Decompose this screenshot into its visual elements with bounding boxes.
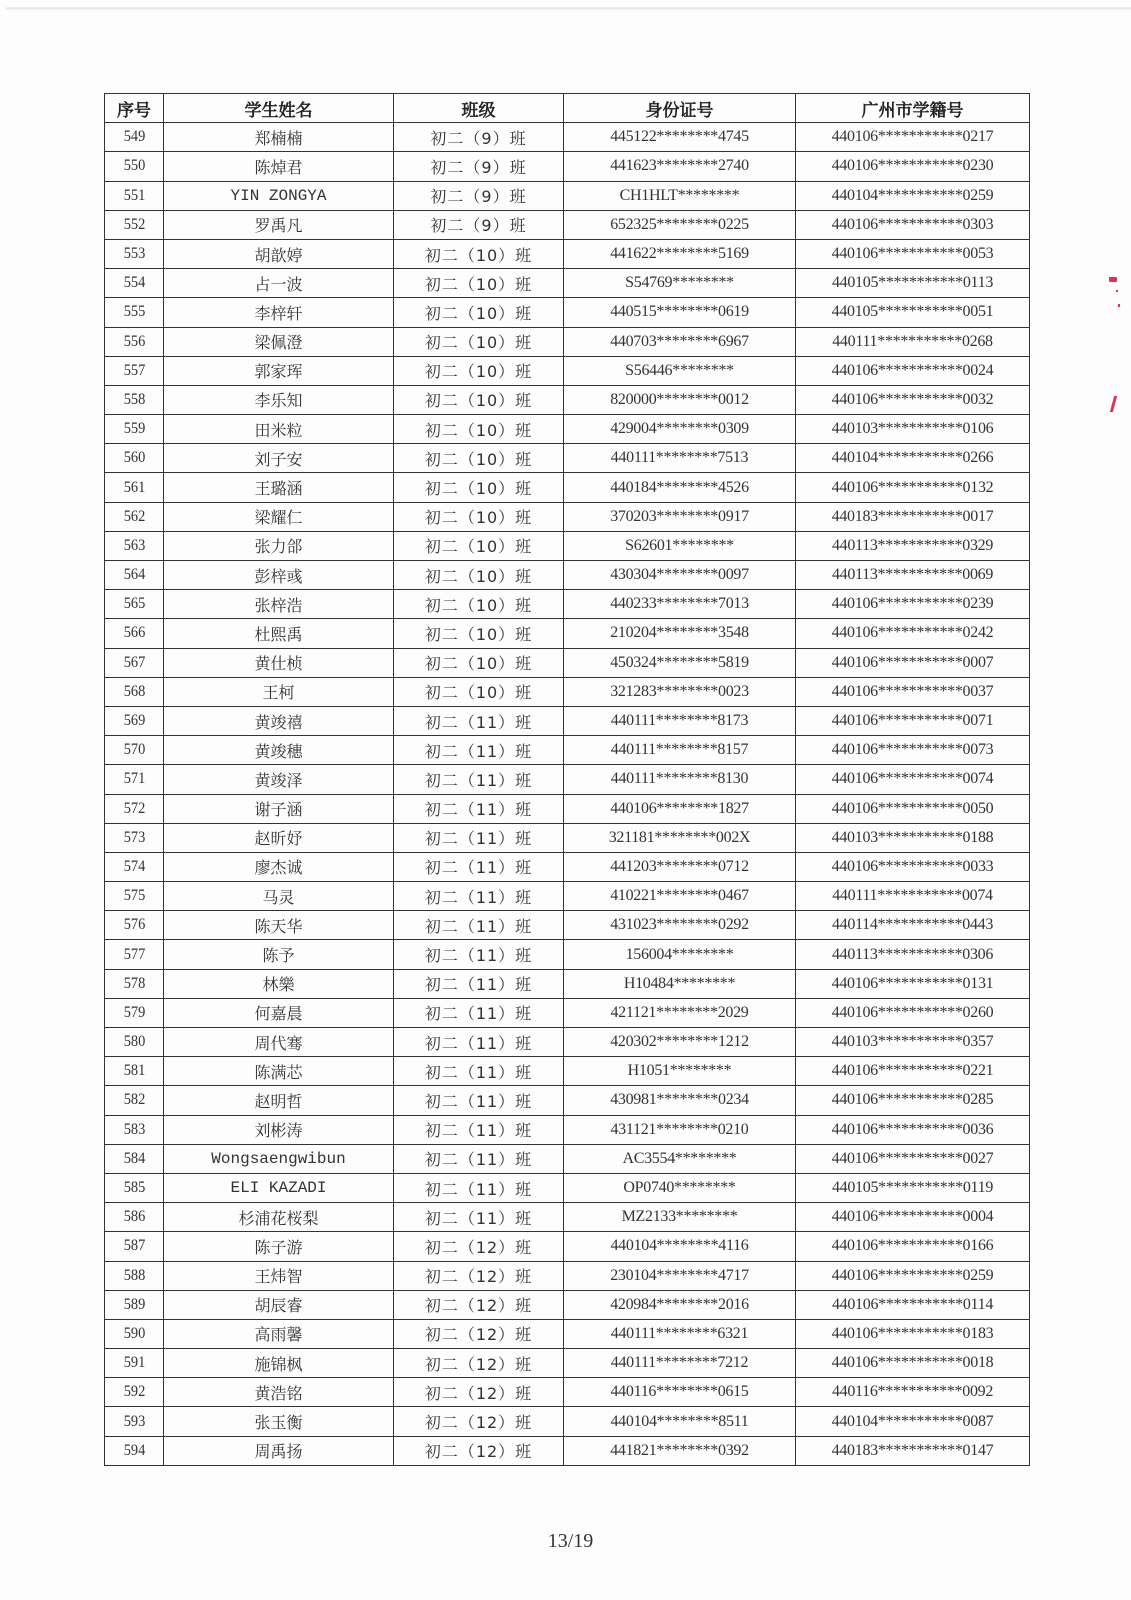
class-cell: 初二（10）班 [394,531,564,560]
serial-number-cell: 567 [107,648,160,677]
id-number-cell: 652325********0225 [564,210,796,239]
table-row [105,736,1030,765]
registration-number-cell: 440104***********0259 [796,181,1030,210]
registration-number-cell: 440106***********0230 [796,152,1030,181]
id-number-cell: 440233********7013 [564,590,796,619]
class-cell: 初二（10）班 [394,590,564,619]
serial-number-cell: 594 [107,1436,160,1465]
serial-number-cell: 574 [107,852,160,881]
registration-number-cell: 440183***********0147 [796,1436,1030,1465]
class-cell: 初二（11）班 [394,911,564,940]
class-cell: 初二（10）班 [394,385,564,414]
student-name-cell: 谢子涵 [164,794,394,823]
student-name-cell: 廖杰诚 [164,852,394,881]
header-serial-number: 序号 [105,94,164,123]
id-number-cell: H10484******** [564,969,796,998]
table-row [105,1086,1030,1115]
serial-number-cell: 587 [107,1232,160,1261]
table-row [105,1436,1030,1465]
student-name-cell: 张梓浩 [164,590,394,619]
student-name-cell: 占一波 [164,269,394,298]
id-number-cell: 441821********0392 [564,1436,796,1465]
class-cell: 初二（10）班 [394,298,564,327]
student-name-cell: 杉浦花桜梨 [164,1203,394,1232]
serial-number-cell: 576 [107,911,160,940]
id-number-cell: 421121********2029 [564,998,796,1027]
student-name-cell: 王柯 [164,677,394,706]
table-row [105,531,1030,560]
student-name-cell: 黄竣泽 [164,765,394,794]
class-cell: 初二（9）班 [394,210,564,239]
registration-number-cell: 440106***********0071 [796,706,1030,735]
registration-number-cell: 440106***********0132 [796,473,1030,502]
registration-number-cell: 440106***********0037 [796,677,1030,706]
serial-number-cell: 583 [107,1115,160,1144]
table-row [105,940,1030,969]
class-cell: 初二（11）班 [394,882,564,911]
table-row [105,823,1030,852]
class-cell: 初二（12）班 [394,1319,564,1348]
student-roster-table [104,93,1030,1466]
serial-number-cell: 558 [107,385,160,414]
id-number-cell: 431121********0210 [564,1115,796,1144]
serial-number-cell: 553 [107,239,160,268]
id-number-cell: 156004******** [564,940,796,969]
serial-number-cell: 591 [107,1349,160,1378]
table-row [105,473,1030,502]
class-cell: 初二（11）班 [394,1115,564,1144]
serial-number-cell: 573 [107,823,160,852]
student-name-cell: 郑楠楠 [164,123,394,152]
student-name-cell: 何嘉晨 [164,998,394,1027]
registration-number-cell: 440105***********0119 [796,1173,1030,1202]
table-row [105,1349,1030,1378]
student-name-cell: 张力郃 [164,531,394,560]
id-number-cell: S62601******** [564,531,796,560]
student-name-cell: 周禹扬 [164,1436,394,1465]
id-number-cell: 441622********5169 [564,239,796,268]
id-number-cell: S54769******** [564,269,796,298]
table-row [105,1319,1030,1348]
table-row [105,561,1030,590]
id-number-cell: 431023********0292 [564,911,796,940]
serial-number-cell: 586 [107,1203,160,1232]
serial-number-cell: 575 [107,882,160,911]
serial-number-cell: 565 [107,590,160,619]
class-cell: 初二（11）班 [394,765,564,794]
student-name-cell: 刘子安 [164,444,394,473]
registration-number-cell: 440106***********0131 [796,969,1030,998]
id-number-cell: 440703********6967 [564,327,796,356]
stamp-edge-mark [1116,290,1118,292]
serial-number-cell: 559 [107,415,160,444]
serial-number-cell: 552 [107,210,160,239]
table-row [105,327,1030,356]
student-name-cell: 罗禹凡 [164,210,394,239]
registration-number-cell: 440106***********0242 [796,619,1030,648]
student-name-cell: 田米粒 [164,415,394,444]
id-number-cell: 440111********7212 [564,1349,796,1378]
registration-number-cell: 440106***********0036 [796,1115,1030,1144]
serial-number-cell: 561 [107,473,160,502]
id-number-cell: 210204********3548 [564,619,796,648]
student-name-cell: 陈满芯 [164,1057,394,1086]
student-name-cell: YIN ZONGYA [164,181,394,210]
class-cell: 初二（11）班 [394,1057,564,1086]
registration-number-cell: 440106***********0259 [796,1261,1030,1290]
registration-number-cell: 440106***********0183 [796,1319,1030,1348]
student-name-cell: 陈焯君 [164,152,394,181]
student-name-cell: 陈予 [164,940,394,969]
student-name-cell: 黄浩铭 [164,1378,394,1407]
serial-number-cell: 555 [107,298,160,327]
id-number-cell: 440111********8157 [564,736,796,765]
id-number-cell: OP0740******** [564,1173,796,1202]
student-name-cell: 胡歆婷 [164,239,394,268]
serial-number-cell: 551 [107,181,160,210]
serial-number-cell: 564 [107,561,160,590]
class-cell: 初二（11）班 [394,969,564,998]
student-name-cell: 陈天华 [164,911,394,940]
serial-number-cell: 581 [107,1057,160,1086]
registration-number-cell: 440111***********0268 [796,327,1030,356]
id-number-cell: 410221********0467 [564,882,796,911]
serial-number-cell: 571 [107,765,160,794]
table-row [105,1057,1030,1086]
registration-number-cell: 440106***********0032 [796,385,1030,414]
id-number-cell: CH1HLT******** [564,181,796,210]
id-number-cell: 440515********0619 [564,298,796,327]
student-name-cell: 张玉衡 [164,1407,394,1436]
table-row [105,239,1030,268]
table-row [105,356,1030,385]
serial-number-cell: 566 [107,619,160,648]
student-name-cell: 李梓轩 [164,298,394,327]
table-row [105,298,1030,327]
header-class: 班级 [394,94,564,123]
registration-number-cell: 440103***********0106 [796,415,1030,444]
table-row [105,444,1030,473]
serial-number-cell: 584 [107,1144,160,1173]
serial-number-cell: 563 [107,531,160,560]
id-number-cell: 440184********4526 [564,473,796,502]
id-number-cell: 440111********8173 [564,706,796,735]
class-cell: 初二（12）班 [394,1378,564,1407]
class-cell: 初二（11）班 [394,1203,564,1232]
table-row [105,123,1030,152]
id-number-cell: AC3554******** [564,1144,796,1173]
class-cell: 初二（11）班 [394,852,564,881]
id-number-cell: 440111********6321 [564,1319,796,1348]
table-row [105,210,1030,239]
student-name-cell: 施锦枫 [164,1349,394,1378]
registration-number-cell: 440183***********0017 [796,502,1030,531]
serial-number-cell: 568 [107,677,160,706]
serial-number-cell: 550 [107,152,160,181]
class-cell: 初二（10）班 [394,502,564,531]
registration-number-cell: 440114***********0443 [796,911,1030,940]
class-cell: 初二（9）班 [394,181,564,210]
class-cell: 初二（10）班 [394,269,564,298]
id-number-cell: 440104********8511 [564,1407,796,1436]
table-row [105,852,1030,881]
table-row [105,1232,1030,1261]
registration-number-cell: 440113***********0306 [796,940,1030,969]
id-number-cell: S56446******** [564,356,796,385]
class-cell: 初二（12）班 [394,1232,564,1261]
table-row [105,1290,1030,1319]
serial-number-cell: 590 [107,1319,160,1348]
class-cell: 初二（12）班 [394,1261,564,1290]
table-body [105,123,1030,1466]
table-row [105,415,1030,444]
table-row [105,794,1030,823]
registration-number-cell: 440104***********0266 [796,444,1030,473]
serial-number-cell: 570 [107,736,160,765]
id-number-cell: 430981********0234 [564,1086,796,1115]
class-cell: 初二（10）班 [394,239,564,268]
table-row [105,1173,1030,1202]
serial-number-cell: 589 [107,1290,160,1319]
class-cell: 初二（10）班 [394,619,564,648]
student-name-cell: 李乐知 [164,385,394,414]
table-row [105,1028,1030,1057]
registration-number-cell: 440113***********0329 [796,531,1030,560]
student-name-cell: 刘彬涛 [164,1115,394,1144]
table-row [105,619,1030,648]
serial-number-cell: 592 [107,1378,160,1407]
student-name-cell: 胡辰睿 [164,1290,394,1319]
id-number-cell: 440116********0615 [564,1378,796,1407]
class-cell: 初二（11）班 [394,736,564,765]
table-row [105,677,1030,706]
serial-number-cell: 578 [107,969,160,998]
id-number-cell: 445122********4745 [564,123,796,152]
registration-number-cell: 440106***********0221 [796,1057,1030,1086]
registration-number-cell: 440106***********0033 [796,852,1030,881]
registration-number-cell: 440103***********0357 [796,1028,1030,1057]
registration-number-cell: 440111***********0074 [796,882,1030,911]
header-registration-number: 广州市学籍号 [796,94,1030,123]
class-cell: 初二（11）班 [394,794,564,823]
serial-number-cell: 577 [107,940,160,969]
registration-number-cell: 440106***********0114 [796,1290,1030,1319]
student-name-cell: 杜熙禹 [164,619,394,648]
scan-edge-line [6,7,1131,10]
class-cell: 初二（10）班 [394,561,564,590]
serial-number-cell: 569 [107,706,160,735]
registration-number-cell: 440106***********0166 [796,1232,1030,1261]
student-name-cell: 赵明哲 [164,1086,394,1115]
id-number-cell: 440111********8130 [564,765,796,794]
table-row [105,1115,1030,1144]
class-cell: 初二（9）班 [394,123,564,152]
class-cell: 初二（10）班 [394,648,564,677]
registration-number-cell: 440103***********0188 [796,823,1030,852]
page-number: 13/19 [547,1530,594,1552]
serial-number-cell: 556 [107,327,160,356]
student-name-cell: 林樂 [164,969,394,998]
registration-number-cell: 440106***********0239 [796,590,1030,619]
serial-number-cell: 580 [107,1028,160,1057]
table-row [105,998,1030,1027]
serial-number-cell: 579 [107,998,160,1027]
serial-number-cell: 554 [107,269,160,298]
registration-number-cell: 440104***********0087 [796,1407,1030,1436]
class-cell: 初二（12）班 [394,1436,564,1465]
id-number-cell: 370203********0917 [564,502,796,531]
table-row [105,911,1030,940]
class-cell: 初二（11）班 [394,1144,564,1173]
table-row [105,648,1030,677]
serial-number-cell: 560 [107,444,160,473]
student-name-cell: 王炜智 [164,1261,394,1290]
table-row [105,1144,1030,1173]
table-row [105,590,1030,619]
table-row [105,152,1030,181]
id-number-cell: 440111********7513 [564,444,796,473]
table-row [105,765,1030,794]
id-number-cell: 430304********0097 [564,561,796,590]
class-cell: 初二（11）班 [394,1173,564,1202]
student-name-cell: 高雨馨 [164,1319,394,1348]
id-number-cell: 321181********002X [564,823,796,852]
serial-number-cell: 588 [107,1261,160,1290]
id-number-cell: 230104********4717 [564,1261,796,1290]
table-row [105,1203,1030,1232]
student-name-cell: 黄仕桢 [164,648,394,677]
registration-number-cell: 440106***********0007 [796,648,1030,677]
registration-number-cell: 440106***********0053 [796,239,1030,268]
student-name-cell: 梁耀仁 [164,502,394,531]
student-name-cell: 彭梓彧 [164,561,394,590]
registration-number-cell: 440106***********0260 [796,998,1030,1027]
id-number-cell: 441203********0712 [564,852,796,881]
id-number-cell: MZ2133******** [564,1203,796,1232]
registration-number-cell: 440106***********0024 [796,356,1030,385]
id-number-cell: H1051******** [564,1057,796,1086]
header-student-name: 学生姓名 [164,94,394,123]
id-number-cell: 441623********2740 [564,152,796,181]
student-name-cell: 郭家珲 [164,356,394,385]
student-name-cell: ELI KAZADI [164,1173,394,1202]
registration-number-cell: 440106***********0073 [796,736,1030,765]
class-cell: 初二（11）班 [394,940,564,969]
class-cell: 初二（12）班 [394,1349,564,1378]
class-cell: 初二（12）班 [394,1407,564,1436]
id-number-cell: 820000********0012 [564,385,796,414]
table-row [105,706,1030,735]
student-name-cell: 赵昕妤 [164,823,394,852]
id-number-cell: 440106********1827 [564,794,796,823]
table-row [105,1407,1030,1436]
header-id-number: 身份证号 [564,94,796,123]
class-cell: 初二（10）班 [394,327,564,356]
student-name-cell: 陈子游 [164,1232,394,1261]
student-name-cell: 黄竣禧 [164,706,394,735]
table-header-row [105,94,1030,123]
class-cell: 初二（10）班 [394,444,564,473]
class-cell: 初二（11）班 [394,1028,564,1057]
serial-number-cell: 562 [107,502,160,531]
registration-number-cell: 440116***********0092 [796,1378,1030,1407]
registration-number-cell: 440106***********0050 [796,794,1030,823]
id-number-cell: 450324********5819 [564,648,796,677]
registration-number-cell: 440106***********0018 [796,1349,1030,1378]
serial-number-cell: 549 [107,123,160,152]
id-number-cell: 420984********2016 [564,1290,796,1319]
id-number-cell: 440104********4116 [564,1232,796,1261]
registration-number-cell: 440106***********0027 [796,1144,1030,1173]
student-name-cell: 周代骞 [164,1028,394,1057]
class-cell: 初二（11）班 [394,1086,564,1115]
table-row [105,882,1030,911]
class-cell: 初二（11）班 [394,998,564,1027]
class-cell: 初二（10）班 [394,415,564,444]
serial-number-cell: 557 [107,356,160,385]
student-name-cell: 黄竣穗 [164,736,394,765]
registration-number-cell: 440106***********0285 [796,1086,1030,1115]
id-number-cell: 321283********0023 [564,677,796,706]
stamp-edge-mark [1109,277,1117,282]
stamp-edge-mark [1118,304,1120,307]
class-cell: 初二（12）班 [394,1290,564,1319]
registration-number-cell: 440106***********0004 [796,1203,1030,1232]
class-cell: 初二（10）班 [394,677,564,706]
registration-number-cell: 440106***********0217 [796,123,1030,152]
table-row [105,502,1030,531]
class-cell: 初二（9）班 [394,152,564,181]
registration-number-cell: 440113***********0069 [796,561,1030,590]
registration-number-cell: 440105***********0051 [796,298,1030,327]
class-cell: 初二（10）班 [394,473,564,502]
table-row [105,969,1030,998]
table-row [105,385,1030,414]
student-name-cell: Wongsaengwibun [164,1144,394,1173]
id-number-cell: 429004********0309 [564,415,796,444]
class-cell: 初二（11）班 [394,823,564,852]
student-name-cell: 梁佩澄 [164,327,394,356]
table-row [105,269,1030,298]
table-row [105,1378,1030,1407]
class-cell: 初二（11）班 [394,706,564,735]
registration-number-cell: 440106***********0303 [796,210,1030,239]
stamp-edge-mark [1110,396,1117,412]
class-cell: 初二（10）班 [394,356,564,385]
table-row [105,181,1030,210]
id-number-cell: 420302********1212 [564,1028,796,1057]
serial-number-cell: 585 [107,1173,160,1202]
serial-number-cell: 593 [107,1407,160,1436]
student-name-cell: 王璐涵 [164,473,394,502]
registration-number-cell: 440105***********0113 [796,269,1030,298]
student-name-cell: 马灵 [164,882,394,911]
registration-number-cell: 440106***********0074 [796,765,1030,794]
serial-number-cell: 582 [107,1086,160,1115]
serial-number-cell: 572 [107,794,160,823]
table-row [105,1261,1030,1290]
